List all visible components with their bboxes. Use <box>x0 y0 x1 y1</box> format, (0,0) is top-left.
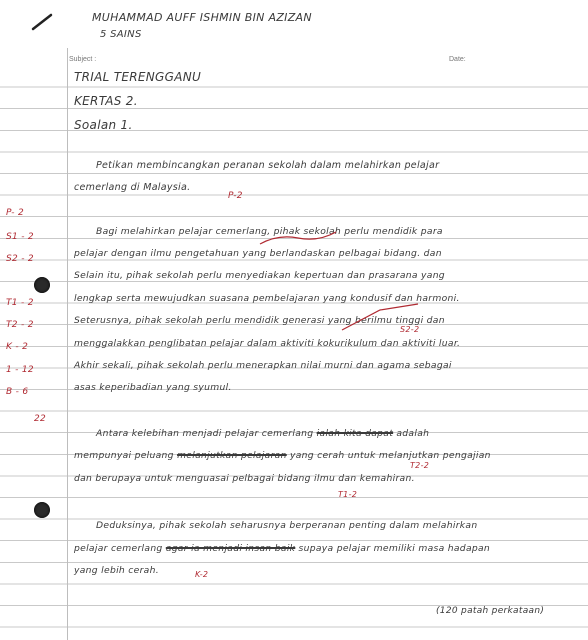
margin-mark: 1 - 12 <box>6 365 34 375</box>
margin-line <box>67 48 68 640</box>
para3-line-3: yang lebih cerah. <box>74 565 159 576</box>
margin-mark: S2 - 2 <box>6 254 34 264</box>
para2-mark: T2-2 <box>410 461 430 470</box>
para1-line: lengkap serta mewujudkan suasana pembelajaran yang kondusif dan harmoni. <box>74 293 460 304</box>
word-count: (120 patah perkataan) <box>436 606 545 616</box>
student-name: MUHAMMAD AUFF ISHMIN BIN AZIZAN <box>92 11 312 24</box>
para1-line: asas keperibadian yang syumul. <box>74 382 232 393</box>
margin-mark: S1 - 2 <box>6 232 34 242</box>
subject-label: Subject : <box>69 56 97 63</box>
para2-text: Antara kelebihan menjadi pelajar cemerlang <box>96 428 314 439</box>
para2-mark: T1-2 <box>338 490 358 499</box>
para1-line: Seterusnya, pihak sekolah perlu mendidik generasi yang berilmu tinggi dan <box>74 315 445 326</box>
para3-text: supaya pelajar memiliki masa hadapan <box>298 543 491 554</box>
marker-tick-icon <box>258 228 338 250</box>
para2-line-1 <box>96 428 429 439</box>
margin-mark: P- 2 <box>6 208 24 218</box>
para2-text: adalah <box>396 428 430 439</box>
margin-mark: T2 - 2 <box>6 320 34 330</box>
pen-stroke-icon <box>30 12 54 32</box>
para3-line-2 <box>74 543 490 554</box>
para1-line: Selain itu, pihak sekolah perlu menyediakan kepertuan dan prasarana yang <box>74 270 445 281</box>
para3-mark: K-2 <box>195 570 209 579</box>
para3-line-1: Deduksinya, pihak sekolah seharusnya berperanan penting dalam melahirkan <box>96 520 478 531</box>
struck-text: melanjutkan pelajaran <box>177 450 287 461</box>
para1-line: menggalakkan penglibatan pelajar dalam aktiviti kokurikulum dan aktiviti luar. <box>74 338 461 349</box>
para2-text: yang cerah untuk melanjutkan pengajian <box>289 450 491 461</box>
intro-line-2: cemerlang di Malaysia. <box>74 182 191 193</box>
heading-trial: TRIAL TERENGGANU <box>74 70 202 84</box>
marker-tick-icon <box>340 302 420 332</box>
para2-line-2 <box>74 450 491 461</box>
margin-mark: T1 - 2 <box>6 298 34 308</box>
binder-hole <box>34 277 50 293</box>
binder-hole <box>34 502 50 518</box>
heading-question: Soalan 1. <box>74 118 133 132</box>
intro-mark: P-2 <box>228 191 243 201</box>
para1-line: Akhir sekali, pihak sekolah perlu menerapkan nilai murni dan agama sebagai <box>74 360 452 371</box>
para2-line-3: dan berupaya untuk menguasai pelbagai bidang ilmu dan kemahiran. <box>74 473 415 484</box>
para1-mark: S2-2 <box>400 325 420 334</box>
para1-line: Bagi melahirkan pelajar cemerlang, pihak sekolah perlu mendidik para <box>96 226 443 237</box>
para2-text: mempunyai peluang <box>74 450 174 461</box>
struck-text: ialah kita dapat <box>316 428 394 439</box>
heading-paper: KERTAS 2. <box>74 94 138 108</box>
margin-mark: K - 2 <box>6 342 29 352</box>
student-class: 5 SAINS <box>100 29 142 40</box>
margin-mark: B - 6 <box>6 387 29 397</box>
intro-line-1: Petikan membincangkan peranan sekolah dalam melahirkan pelajar <box>96 160 440 171</box>
para3-text: pelajar cemerlang <box>74 543 163 554</box>
date-label: Date: <box>449 56 466 63</box>
para1-line: pelajar dengan ilmu pengetahuan yang berlandaskan pelbagai bidang. dan <box>74 248 442 259</box>
margin-mark: 22 <box>34 414 47 424</box>
struck-text: agar ia menjadi insan baik <box>165 543 296 554</box>
